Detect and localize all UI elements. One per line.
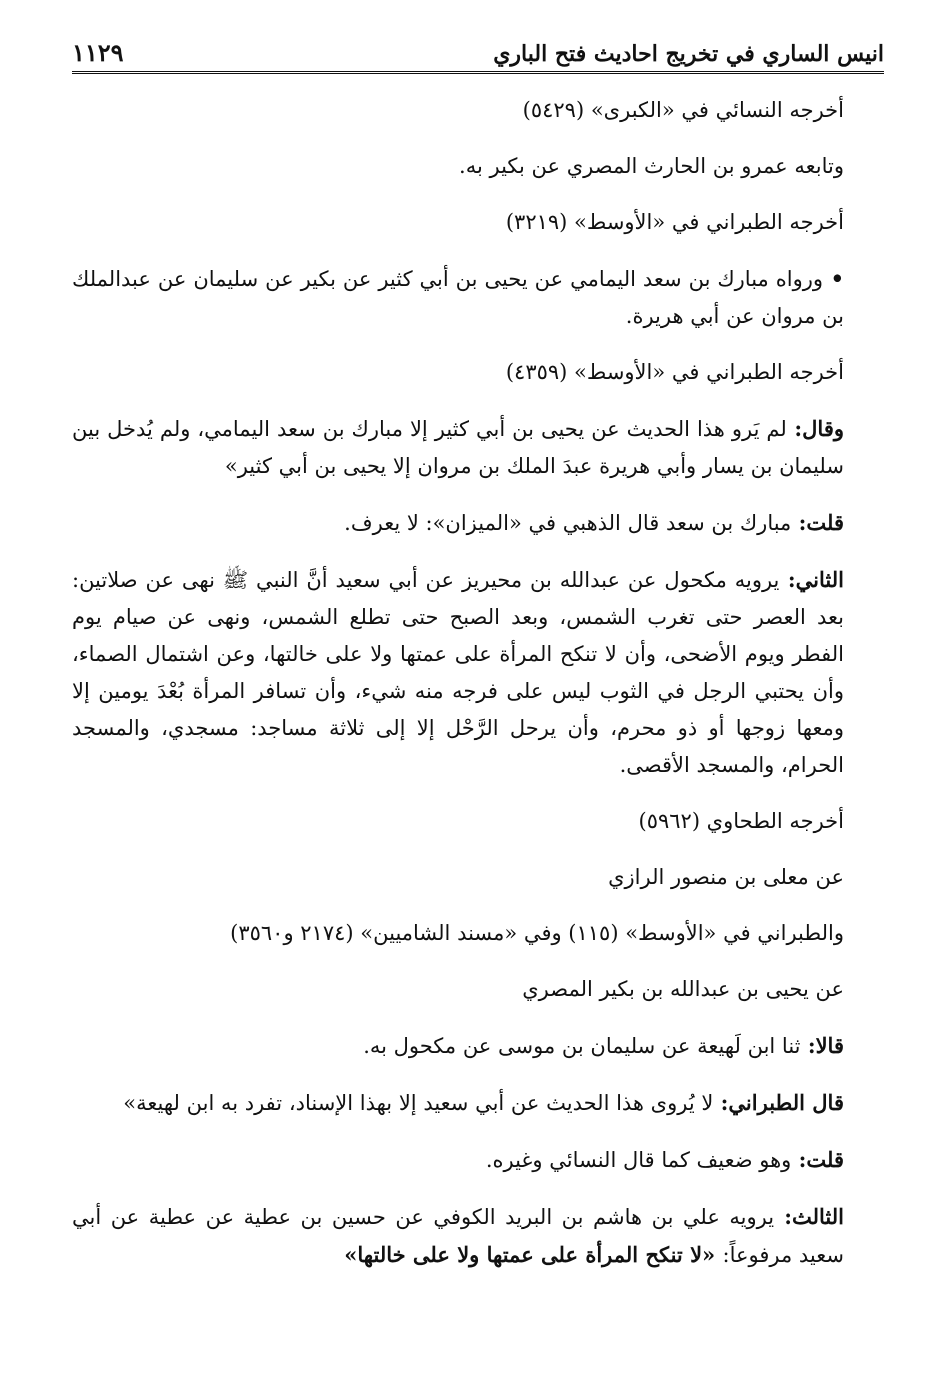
- paragraph-text: ورواه مبارك بن سعد اليمامي عن يحيى بن أبي كثير عن بكير عن سليمان عن عبدالملك بن مروان عن أبي هريرة.: [72, 267, 844, 328]
- paragraph-lead: الثاني:: [779, 567, 844, 592]
- paragraph-text: ثنا ابن لَهيعة عن سليمان بن موسى عن مكحول به.: [363, 1034, 801, 1058]
- paragraph-text: عن يحيى بن عبدالله بن بكير المصري: [522, 977, 844, 1001]
- running-header: [72, 38, 884, 74]
- paragraph-text: مبارك بن سعد قال الذهبي في «الميزان»: لا يعرف.: [344, 511, 792, 535]
- paragraph-text: لم يَرو هذا الحديث عن يحيى بن أبي كثير إلا مبارك بن سعد اليمامي، ولم يُدخل بين سليمان بن يسار وأبي هريرة عبدَ الملك بن مروان إلا يحيى بن أبي كثير»: [72, 417, 844, 478]
- paragraph: [72, 354, 884, 391]
- paragraph-lead: قلت:: [791, 510, 844, 535]
- paragraph: [72, 1198, 884, 1274]
- paragraph: [72, 803, 884, 840]
- paragraph-text: أخرجه النسائي في «الكبرى» (٥٤٢٩): [522, 98, 844, 122]
- paragraph-text: أخرجه الطبراني في «الأوسط» (٣٢١٩): [505, 210, 844, 234]
- body-text: [72, 92, 884, 1274]
- running-title: انيس الساري في تخريج احاديث فتح الباري: [493, 41, 884, 67]
- paragraph-text: وهو ضعيف كما قال النسائي وغيره.: [485, 1148, 792, 1172]
- paragraph-lead: قال الطبراني:: [713, 1090, 844, 1115]
- paragraph-lead: وقال:: [786, 416, 845, 441]
- paragraph: [72, 1027, 884, 1065]
- paragraph-text: والطبراني في «الأوسط» (١١٥) وفي «مسند الشاميين» (٢١٧٤ و٣٥٦٠): [230, 921, 844, 945]
- paragraph-lead: •: [823, 266, 845, 291]
- paragraph-text: عن معلى بن منصور الرازي: [608, 865, 844, 889]
- paragraph: [72, 859, 884, 896]
- paragraph-text: وتابعه عمرو بن الحارث المصري عن بكير به.: [459, 154, 844, 178]
- paragraph: [72, 410, 884, 485]
- paragraph: [72, 1141, 884, 1179]
- paragraph-lead: قلت:: [791, 1147, 844, 1172]
- paragraph: [72, 92, 884, 129]
- paragraph: [72, 971, 884, 1008]
- paragraph-text: يرويه علي بن هاشم بن البريد الكوفي عن حسين بن عطية عن عطية عن أبي سعيد مرفوعاً:: [72, 1205, 844, 1267]
- paragraph-lead: قالا:: [800, 1033, 844, 1058]
- page-number: ١١٢٩: [72, 38, 124, 67]
- paragraph: [72, 561, 884, 784]
- paragraph-quote: «لا تنكح المرأة على عمتها ولا على خالتها»: [344, 1242, 723, 1267]
- paragraph-text: أخرجه الطحاوي (٥٩٦٢): [638, 809, 844, 833]
- paragraph-text: يرويه مكحول عن عبدالله بن محيريز عن أبي سعيد أنَّ النبي ﷺ نهى عن صلاتين: بعد العصر حتى تغرب الشمس، وبعد الصبح حتى تطلع الشمس، ونهى عن صيام يوم الفطر ويوم الأضحى، وأن لا تنكح المرأة على عمتها ولا على خالتها، وعن اشتمال الصماء، وأن يحتبي الرجل في الثوب ليس على فرجه منه شيء، وأن تسافر المرأة بُعْدَ يومين إلا ومعها زوجها أو ذو محرم، وأن يرحل الرَّحْل إلا إلى ثلاثة مساجد: مسجدي، والمسجد الحرام، والمسجد الأقصى.: [72, 568, 844, 777]
- paragraph: [72, 204, 884, 241]
- paragraph: [72, 915, 884, 952]
- paragraph: [72, 1084, 884, 1122]
- paragraph-text: أخرجه الطبراني في «الأوسط» (٤٣٥٩): [505, 360, 844, 384]
- paragraph-text: لا يُروى هذا الحديث عن أبي سعيد إلا بهذا الإسناد، تفرد به ابن لهيعة»: [123, 1091, 714, 1115]
- paragraph: [72, 260, 884, 335]
- paragraph: [72, 504, 884, 542]
- paragraph: [72, 148, 884, 185]
- paragraph-lead: الثالث:: [774, 1204, 844, 1229]
